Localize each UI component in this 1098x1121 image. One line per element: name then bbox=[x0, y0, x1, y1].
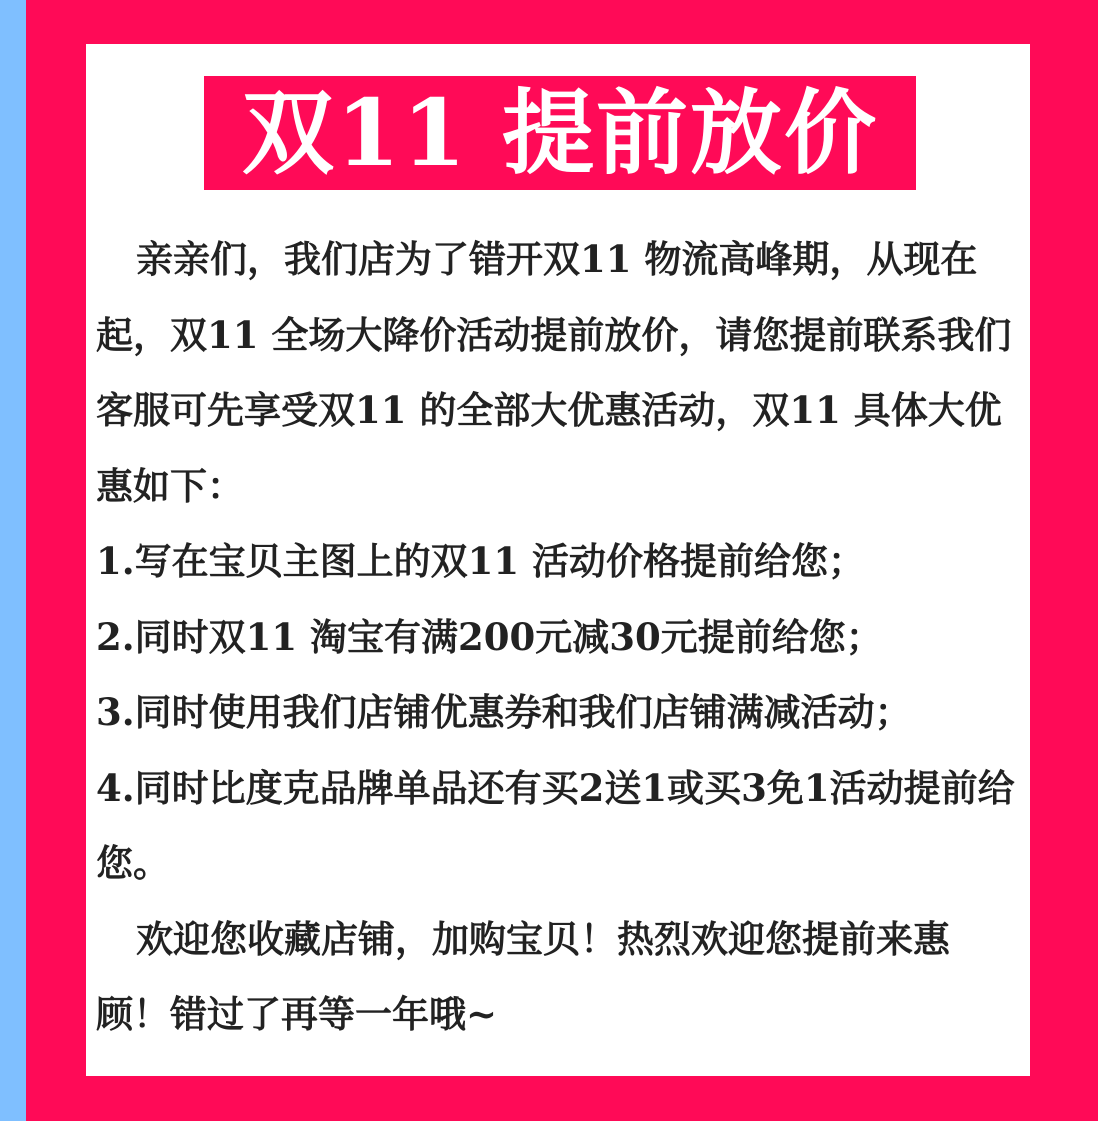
left-edge-strip bbox=[0, 0, 26, 1121]
list-item-4: 4.同时比度克品牌单品还有买2送1或买3免1活动提前给您。 bbox=[96, 765, 1015, 885]
list-item-2: 2.同时双11 淘宝有满200元减30元提前给您； bbox=[96, 614, 883, 659]
list-item-3: 3.同时使用我们店铺优惠券和我们店铺满减活动； bbox=[96, 690, 912, 734]
banner-title: 双11 提前放价 bbox=[241, 79, 879, 187]
closing-paragraph: 欢迎您收藏店铺，加购宝贝！热烈欢迎您提前来惠顾！错过了再等一年哦~ bbox=[96, 916, 950, 1036]
list-item-1: 1.写在宝贝主图上的双11 活动价格提前给您； bbox=[96, 539, 865, 583]
title-banner bbox=[204, 76, 916, 190]
announcement-body bbox=[96, 222, 1016, 1053]
intro-paragraph: 亲亲们，我们店为了错开双11 物流高峰期，从现在起，双11 全场大降价活动提前放价，请您提前联系我们客服可先享受双11 的全部大优惠活动，双11 具体大优惠如下： bbox=[96, 237, 1012, 508]
